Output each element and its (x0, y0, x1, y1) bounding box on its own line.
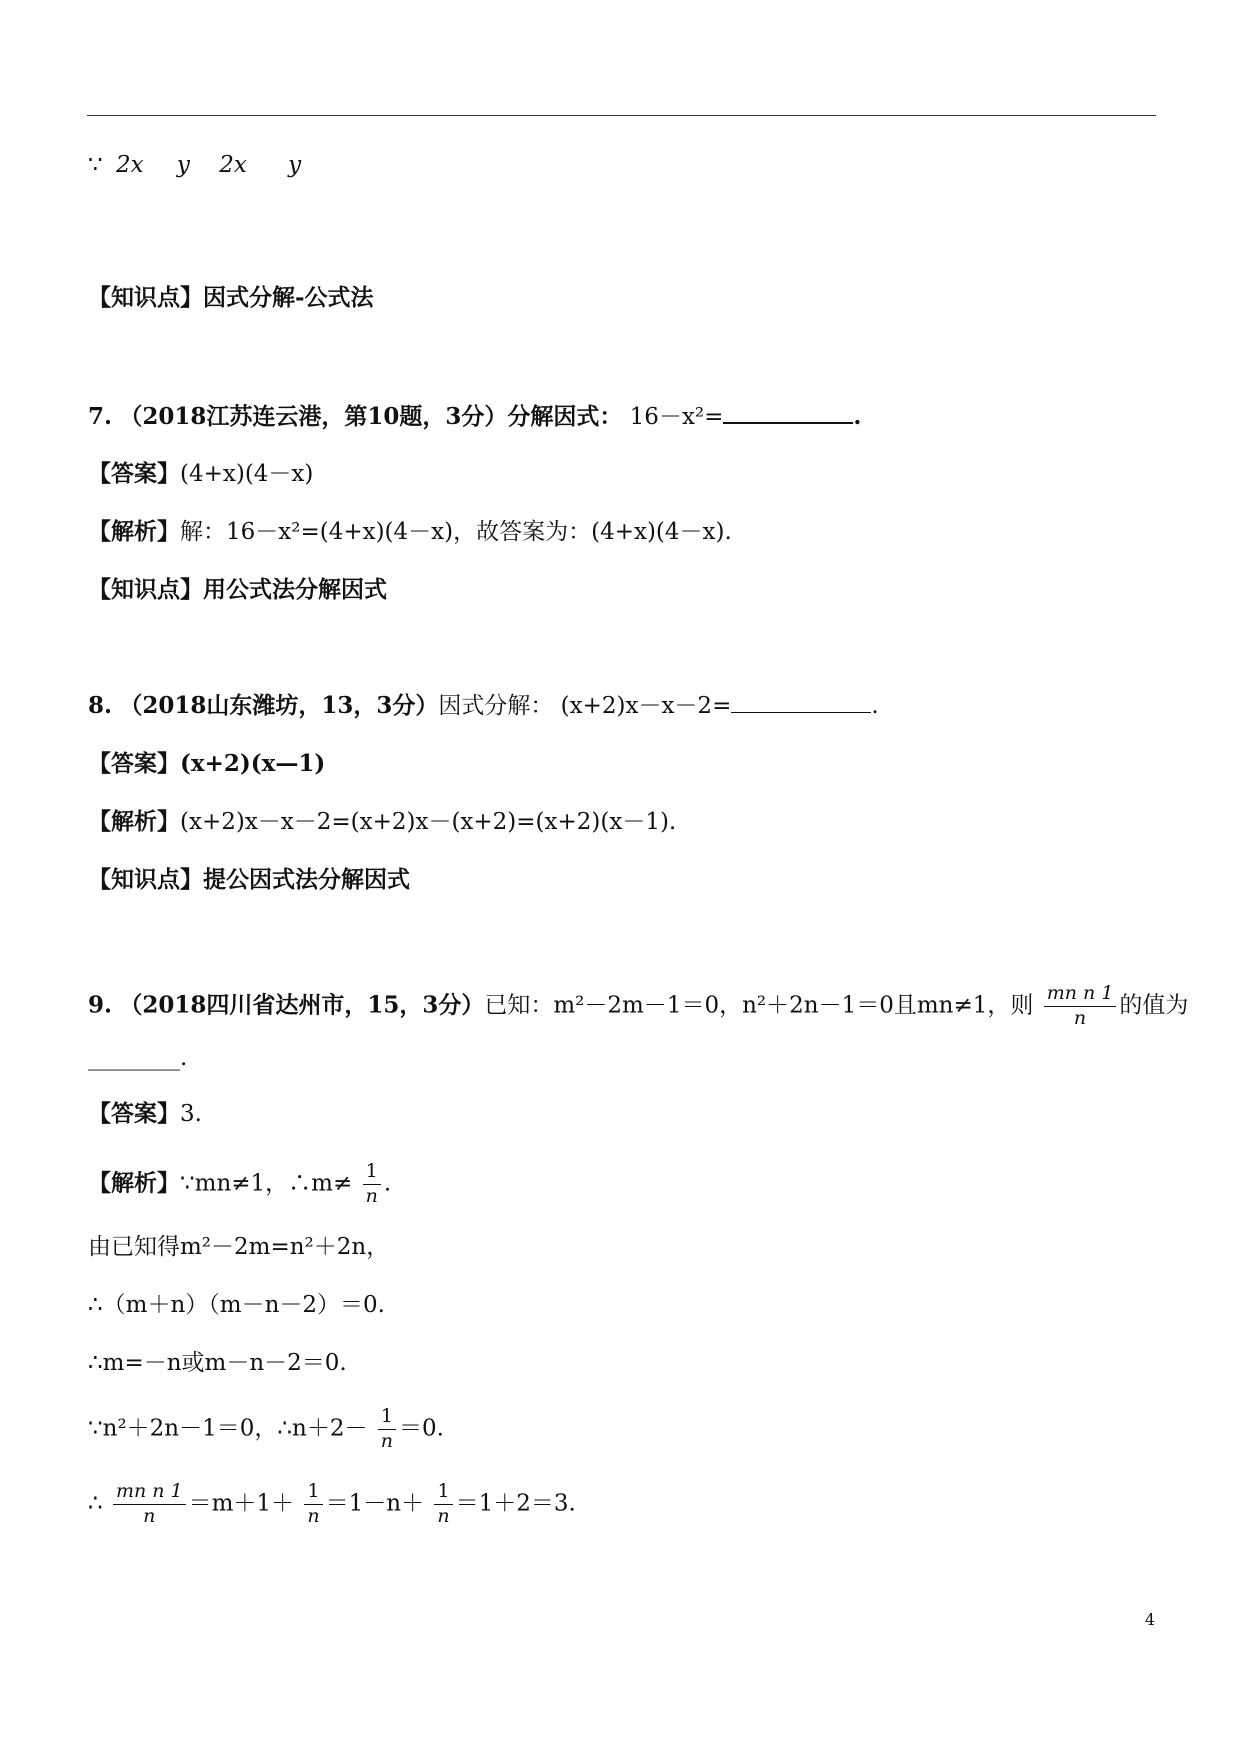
q8-analysis: 【解析】(x+2)x－x－2=(x+2)x－(x+2)=(x+2)(x－1). (88, 808, 677, 835)
q9-answer: 【答案】3. (88, 1100, 202, 1127)
fraction: $\frac{1}{n}$ (304, 1480, 322, 1529)
answer-blank (731, 712, 871, 713)
q7-analysis: 【解析】解：16－x²=(4+x)(4－x)，故答案为：(4+x)(4－x). (88, 518, 732, 545)
q9-analysis-step5: ∵n²＋2n－1＝0，∴n＋2－ $\frac{1}{n}$ ＝0. (88, 1405, 444, 1452)
header-rule (87, 115, 1156, 116)
q9-analysis-step3: ∴（m＋n）（m－n－2）＝0. (88, 1292, 385, 1318)
q8-knowledge: 【知识点】提公因式法分解因式 (88, 866, 410, 893)
fraction: $\frac{\text{mn n 1}}{n}$ (1044, 982, 1117, 1031)
q9-analysis-step1: 【解析】∵mn≠1，∴m≠ $\frac{1}{n}$ . (88, 1160, 392, 1207)
formula-fragment: ∵ 2x y 2x y (88, 152, 302, 178)
fraction: $\frac{1}{n}$ (363, 1160, 381, 1209)
q7-answer: 【答案】(4+x)(4－x) (88, 460, 314, 487)
q7-question: 7. （2018江苏连云港，第10题，3分）分解因式： 16－x²= . (88, 403, 862, 430)
q9-analysis-step2: 由已知得m²－2m=n²＋2n， (88, 1234, 390, 1260)
answer-blank (723, 422, 853, 424)
q9-analysis-step4: ∴m=－n或m－n－2＝0. (88, 1350, 347, 1376)
q9-analysis-step6: ∴ $\frac{\text{mn n 1}}{n}$ ＝m＋1＋ $\frac{1}{n}$ ＝1－n＋ $\frac{1}{n}$ ＝1＋2＝3. (88, 1480, 576, 1527)
fraction: $\frac{\text{mn n 1}}{n}$ (113, 1480, 186, 1529)
fraction: $\frac{1}{n}$ (434, 1480, 452, 1529)
q8-question: 8. （2018山东潍坊，13，3分）因式分解： (x+2)x－x－2= . (88, 692, 879, 719)
q6-knowledge: 【知识点】因式分解-公式法 (88, 284, 374, 311)
fraction: $\frac{1}{n}$ (378, 1405, 396, 1454)
q9-question: 9. （2018四川省达州市，15，3分）已知：m²－2m－1＝0，n²＋2n－1＝0且mn≠1，则 $\frac{\text{mn n 1}}{n}$ 的值为 (88, 982, 1189, 1029)
q7-knowledge: 【知识点】用公式法分解因式 (88, 576, 387, 603)
because-symbol: ∵ (88, 152, 103, 178)
page-number: 4 (1144, 1610, 1155, 1629)
q8-answer: 【答案】(x+2)(x—1) (88, 750, 326, 777)
q9-blank-line: ________. (88, 1045, 188, 1071)
